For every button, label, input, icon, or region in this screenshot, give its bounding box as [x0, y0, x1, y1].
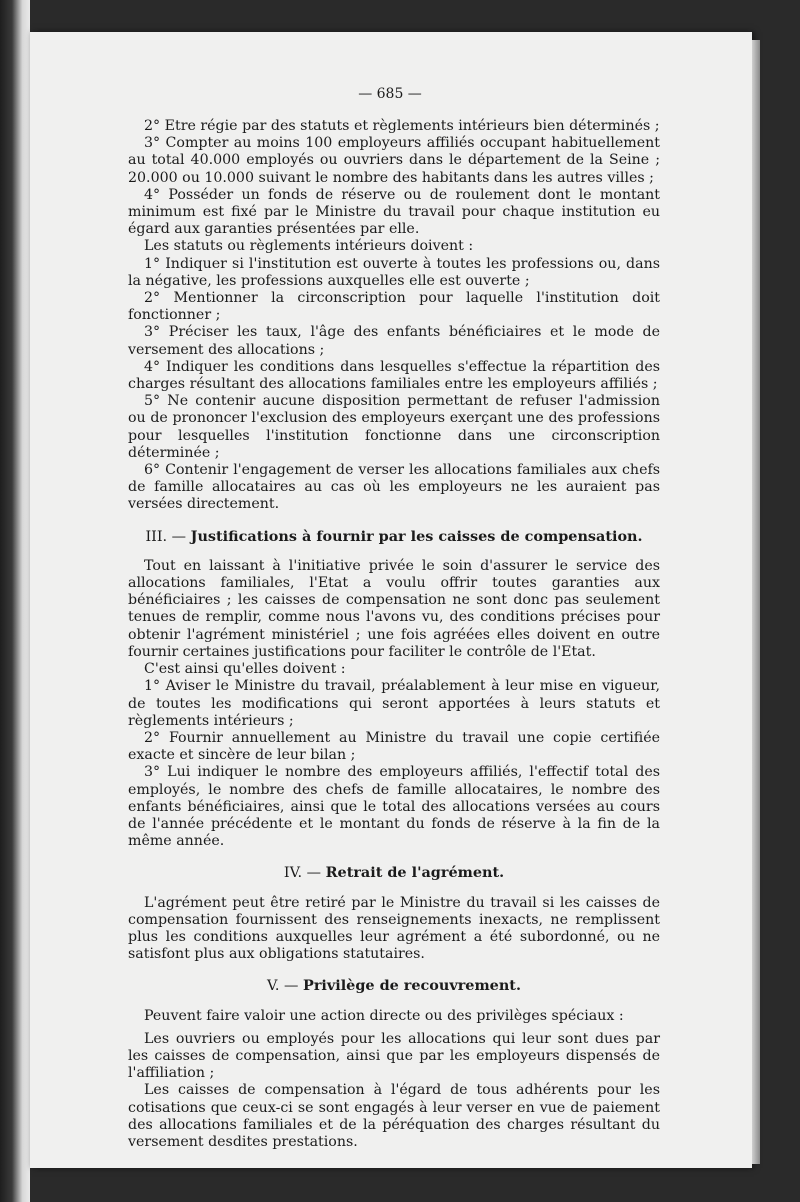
section-heading-v [128, 977, 660, 995]
paragraph: L'agrément peut être retiré par le Ministre du travail si les caisses de compensation fournissent des renseignements inexacts, ne remplissent plus les conditions auxquelles leur agrément a été subordonné, ou ne satisfont plus aux obligations statutaires. [128, 894, 660, 963]
page-body [128, 86, 660, 1151]
paragraph: 1° Aviser le Ministre du travail, préalablement à leur mise en vigueur, de toutes les modifications qui seront apportées à leurs statuts et règlements intérieurs ; [128, 678, 660, 729]
paragraph: 1° Indiquer si l'institution est ouverte à toutes les professions ou, dans la négative, les professions auxquelles elle est ouverte ; [128, 255, 660, 289]
paragraph: Peuvent faire valoir une action directe ou des privilèges spéciaux : [144, 1007, 624, 1024]
previous-page-edge [0, 0, 30, 1202]
paragraph: 2° Mentionner la circonscription pour laquelle l'institution doit fonctionner ; [128, 290, 660, 324]
paragraph: 4° Indiquer les conditions dans lesquelles s'effectue la répartition des charges résultant des allocations familiales entre les employeurs affiliés ; [128, 358, 660, 393]
paragraph: 2° Etre régie par des statuts et règlements intérieurs bien déterminés ; [144, 118, 660, 134]
section-title: Retrait de l'agrément. [325, 864, 505, 882]
section-number: V. — [267, 978, 304, 995]
section-title: Privilège de recouvrement. [303, 977, 521, 995]
paragraph: 2° Fournir annuellement au Ministre du travail une copie certifiée exacte et sincère de leur bilan ; [128, 729, 660, 764]
paragraph: 4° Posséder un fonds de réserve ou de roulement dont le montant minimum est fixé par le Ministre du travail pour chaque institution eu égard aux garanties présentées par elle. [128, 186, 660, 238]
paragraph: C'est ainsi qu'elles doivent : [144, 661, 346, 678]
page-stack-edge [752, 40, 760, 1164]
paragraph: 3° Préciser les taux, l'âge des enfants bénéficiaires et le mode de versement des allocations ; [128, 324, 660, 358]
paragraph: 3° Compter au moins 100 employeurs affiliés occupant habituellement au total 40.000 employés ou ouvriers dans le département de la Seine ; 20.000 ou 10.000 suivant le nombre des habitants dans les autres villes ; [128, 135, 660, 186]
section-heading-iii [128, 528, 660, 546]
paragraph: Les statuts ou règlements intérieurs doivent : [144, 238, 474, 255]
section-number: III. — [145, 528, 191, 545]
section-heading-iv [128, 864, 660, 882]
paragraph: 5° Ne contenir aucune disposition permettant de refuser l'admission ou de prononcer l'exclusion des employeurs exerçant une des professions pour lesquelles l'institution fonctionne dans une circonscription déterminée ; [128, 393, 660, 461]
paragraph: Les ouvriers ou employés pour les allocations qui leur sont dues par les caisses de compensation, ainsi que par les employeurs dispensés de l'affiliation ; [128, 1030, 660, 1082]
paragraph: 3° Lui indiquer le nombre des employeurs affiliés, l'effectif total des employés, le nombre des chefs de famille allocataires, le nombre des enfants bénéficiaires, ainsi que le total des allocations versées au cours de l'année précédente et le montant du fonds de réserve à la fin de la même année. [128, 764, 660, 850]
paragraph: Tout en laissant à l'initiative privée le soin d'assurer le service des allocations familiales, l'Etat a voulu offrir toutes garanties aux bénéficiaires ; les caisses de compensation ne sont donc pas seulement tenues de remplir, comme nous l'avons vu, des conditions précises pour obtenir l'agrément ministériel ; une fois agréées elles doivent en outre fournir certaines justifications pour faciliter le contrôle de l'Etat. [128, 557, 660, 660]
page-number: — 685 — [358, 86, 422, 102]
section-number: IV. — [283, 865, 326, 882]
paragraph: Les caisses de compensation à l'égard de tous adhérents pour les cotisations que ceux-ci se sont engagés à leur verser en vue de paiement des allocations familiales et de la péréquation des charges résultant du versement desdites prestations. [128, 1082, 660, 1150]
section-title: Justifications à fournir par les caisses de compensation. [190, 527, 643, 545]
paragraph: 6° Contenir l'engagement de verser les allocations familiales aux chefs de famille allocataires au cas où les employeurs ne les auraient pas versées directement. [128, 462, 660, 513]
